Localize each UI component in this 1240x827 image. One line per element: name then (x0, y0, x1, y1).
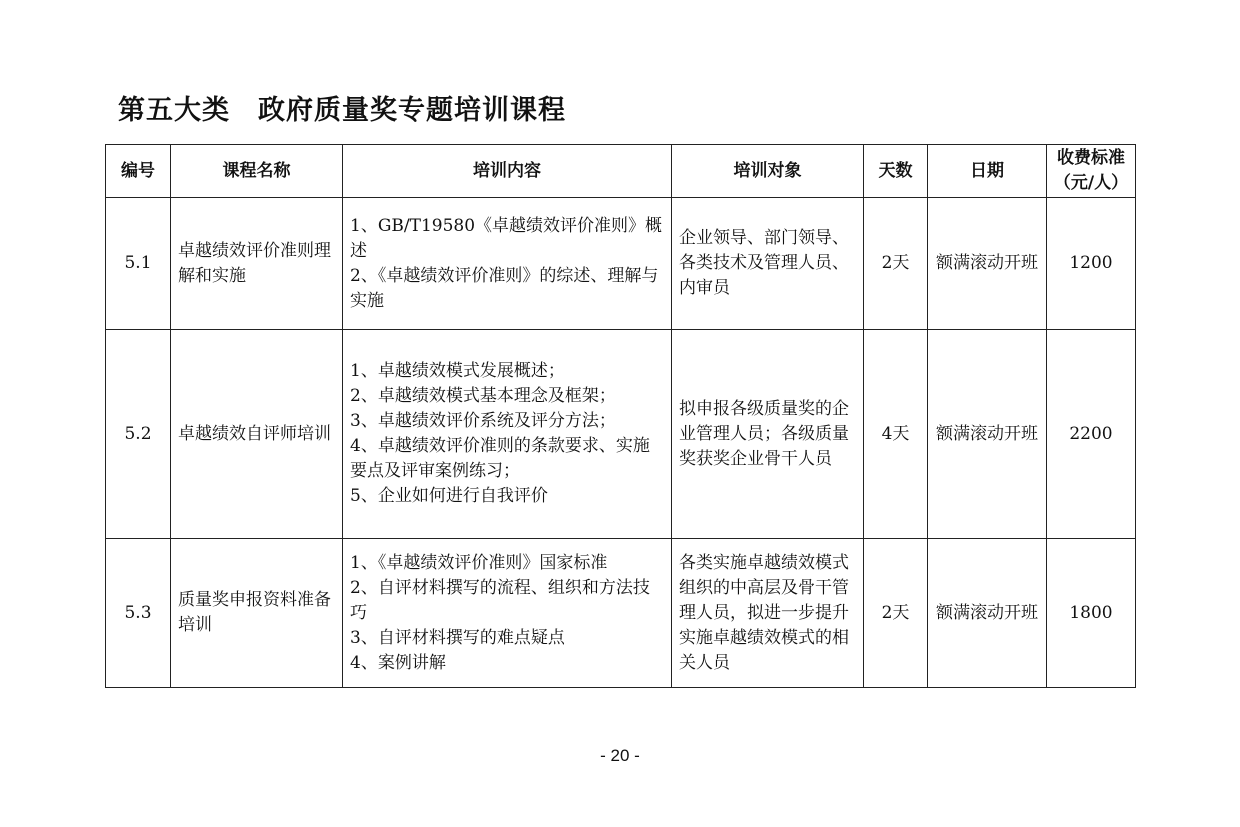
course-target: 拟申报各级质量奖的企业管理人员；各级质量奖获奖企业骨干人员 (672, 330, 864, 539)
course-fee: 1800 (1047, 539, 1136, 688)
content-line: 2、自评材料撰写的流程、组织和方法技巧 (350, 577, 650, 623)
course-target: 企业领导、部门领导、各类技术及管理人员、内审员 (672, 198, 864, 330)
course-name: 卓越绩效评价准则理解和实施 (171, 198, 343, 330)
content-line: 5、企业如何进行自我评价 (350, 486, 548, 506)
header-course-name: 课程名称 (171, 145, 343, 198)
table-row (106, 198, 1136, 330)
content-line: 1、《卓越绩效评价准则》国家标准 (350, 552, 608, 573)
header-id: 编号 (106, 145, 171, 198)
course-days: 2天 (864, 198, 928, 330)
header-content: 培训内容 (343, 145, 672, 198)
course-name: 卓越绩效自评师培训 (171, 330, 343, 539)
header-fee: 收费标准（元/人） (1047, 145, 1136, 198)
table-header-row (106, 145, 1136, 198)
course-date: 额满滚动开班 (928, 198, 1047, 330)
course-days: 4天 (864, 330, 928, 539)
content-line: 2、卓越绩效模式基本理念及框架； (350, 386, 616, 406)
course-table (105, 144, 1136, 688)
content-line: 1、卓越绩效模式发展概述； (350, 361, 565, 381)
course-content (343, 330, 672, 539)
course-days: 2天 (864, 539, 928, 688)
page-number: - 20 - (600, 746, 640, 765)
content-line: 1、GB/T19580《卓越绩效评价准则》概述 (350, 215, 663, 261)
content-line: 3、卓越绩效评价系统及评分方法； (350, 411, 616, 431)
course-id: 5.1 (106, 198, 171, 330)
content-line: 2、《卓越绩效评价准则》的综述、理解与实施 (350, 265, 659, 311)
course-fee: 1200 (1047, 198, 1136, 330)
course-fee: 2200 (1047, 330, 1136, 539)
content-line: 4、案例讲解 (350, 652, 446, 673)
content-line: 4、卓越绩效评价准则的条款要求、实施要点及评审案例练习； (350, 436, 650, 481)
course-content (343, 539, 672, 688)
course-id: 5.3 (106, 539, 171, 688)
course-name: 质量奖申报资料准备培训 (171, 539, 343, 688)
header-days: 天数 (864, 145, 928, 198)
page-title: 第五大类 政府质量奖专题培训课程 (118, 95, 566, 126)
table-row (106, 539, 1136, 688)
content-line: 3、自评材料撰写的难点疑点 (350, 627, 565, 648)
course-target: 各类实施卓越绩效模式组织的中高层及骨干管理人员，拟进一步提升实施卓越绩效模式的相关人员 (672, 539, 864, 688)
header-date: 日期 (928, 145, 1047, 198)
course-id: 5.2 (106, 330, 171, 539)
course-date: 额满滚动开班 (928, 539, 1047, 688)
table-row (106, 330, 1136, 539)
course-content (343, 198, 672, 330)
header-target: 培训对象 (672, 145, 864, 198)
course-date: 额满滚动开班 (928, 330, 1047, 539)
